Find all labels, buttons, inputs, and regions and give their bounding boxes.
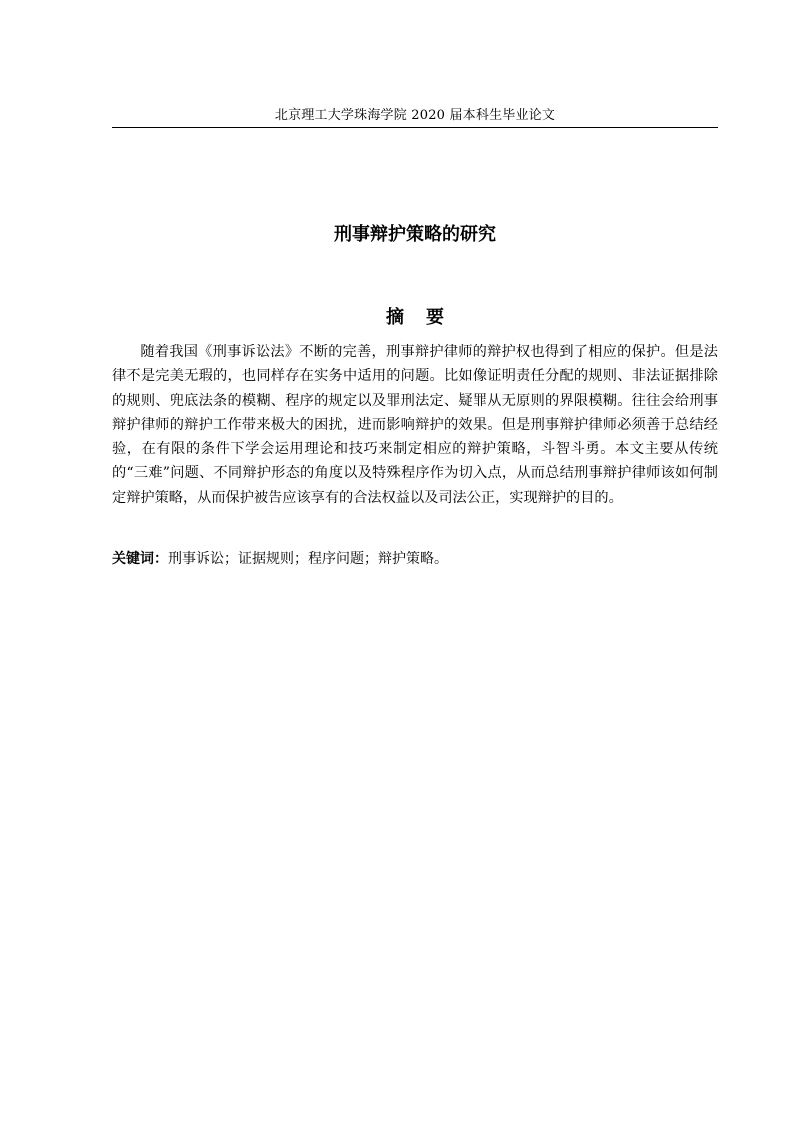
keywords-text: 刑事诉讼；证据规则；程序问题；辩护策略。 [168, 551, 448, 567]
abstract-heading-char-2: 要 [426, 307, 444, 328]
abstract-heading-char-1: 摘 [386, 307, 404, 328]
thesis-title: 刑事辩护策略的研究 [334, 224, 496, 245]
abstract-body: 随着我国《刑事诉讼法》不断的完善，刑事辩护律师的辩护权也得到了相应的保护。但是法律不是完美无瑕的，也同样存在实务中适用的问题。比如像证明责任分配的规则、非法证据排除的规则、兜底法条的模糊、程序的规定以及罪刑法定、疑罪从无原则的界限模糊。往往会给刑事辩护律师的辩护工作带来极大的困扰，进而影响辩护的效果。但是刑事辩护律师必须善于总结经验，在有限的条件下学会运用理论和技巧来制定相应的辩护策略，斗智斗勇。本文主要从传统的“三难”问题、不同辩护形态的角度以及特殊程序作为切入点，从而总结刑事辩护律师该如何制定辩护策略，从而保护被告应该享有的合法权益以及司法公正，实现辩护的目的。 [112, 344, 718, 506]
keywords-label: 关键词： [112, 551, 168, 567]
running-header: 北京理工大学珠海学院 2020 届本科生毕业论文 [274, 108, 556, 123]
keywords-line [112, 548, 718, 570]
abstract-heading [112, 305, 718, 331]
header-divider [112, 127, 718, 128]
